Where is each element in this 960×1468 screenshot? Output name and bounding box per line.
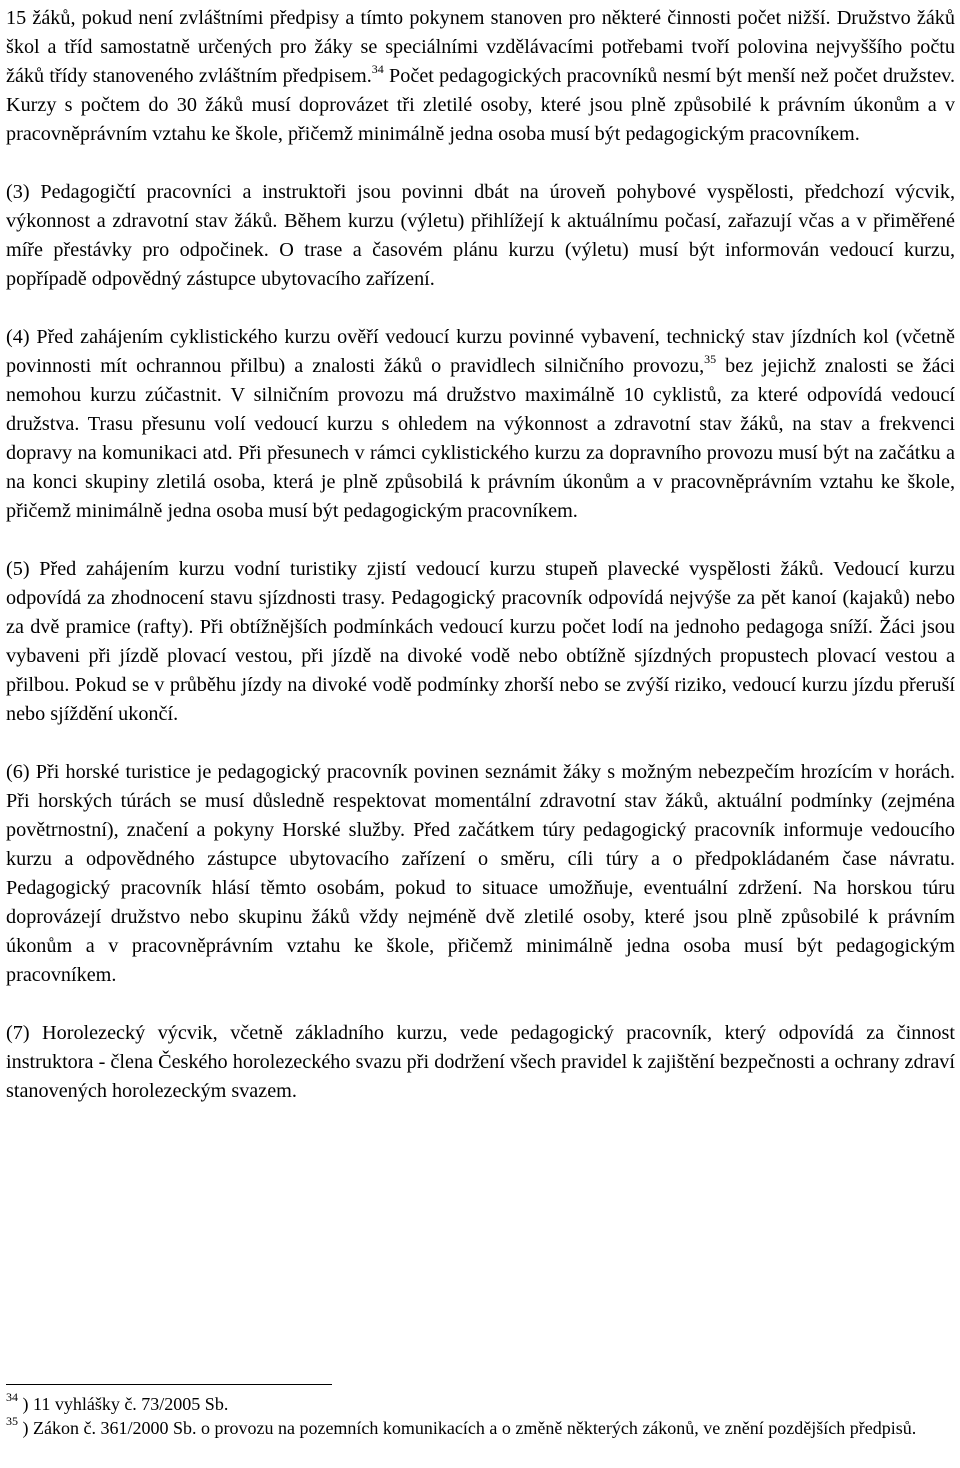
- paragraph-text: (3) Pedagogičtí pracovníci a instruktoři jsou povinni dbát na úroveň pohybové vyspělosti, předchozí výcvik, výkonnost a zdravotní stav žáků. Během kurzu (výletu) přihlížejí k aktuálnímu počasí, zařazují včas a v přiměřené míře přestávky pro odpočinek. O trase a časovém plánu kurzu (výletu) musí být informován vedoucí kurzu, popřípadě odpovědný zástupce ubytovacího zařízení.: [6, 181, 955, 290]
- footnotes: [6, 1392, 955, 1440]
- footnote-text: ) 11 vyhlášky č. 73/2005 Sb.: [18, 1394, 229, 1414]
- footnote-34: [6, 1392, 955, 1416]
- paragraph-text: bez jejichž znalosti se žáci nemohou kurzu zúčastnit. V silničním provozu má družstvo maximálně 10 cyklistů, za které odpovídá vedoucí družstva. Trasu přesunu volí vedoucí kurzu s ohledem na výkonnost a zdravotní stav žáků, na stav a frekvenci dopravy na komunikaci atd. Při přesunech v rámci cyklistického kurzu za dopravního provozu musí být na začátku a na konci skupiny zletilá osoba, která je plně způsobilá k právním úkonům a v pracovněprávním vztahu ke škole, přičemž minimálně jedna osoba musí být pedagogickým pracovníkem.: [6, 355, 955, 522]
- footnote-number: 34: [6, 1390, 18, 1404]
- paragraph-4: [6, 323, 955, 526]
- footnote-separator: [6, 1384, 332, 1385]
- footnote-reference[interactable]: 35: [704, 352, 717, 367]
- paragraph-text: (6) Při horské turistice je pedagogický pracovník povinen seznámit žáky s možným nebezpečím hrozícím v horách. Při horských túrách se musí důsledně respektovat momentální zdravotní stav žáků, aktuální podmínky (zejména povětrnostní), značení a pokyny Horské služby. Před začátkem túry pedagogický pracovník informuje vedoucího kurzu a odpovědného zástupce ubytovacího zařízení o směru, cíli túry a o předpokládaném čase návratu. Pedagogický pracovník hlásí těmto osobám, pokud to situace umožňuje, eventuální zdržení. Na horskou túru doprovázejí družstvo nebo skupinu žáků vždy nejméně dvě zletilé osoby, které jsou plně způsobilé k právním úkonům a v pracovněprávním vztahu ke škole, přičemž minimálně jedna osoba musí být pedagogickým pracovníkem.: [6, 761, 955, 986]
- paragraph-5: [6, 555, 955, 729]
- paragraph-text: (4) Před zahájením cyklistického kurzu ověří vedoucí kurzu povinné vybavení, technický stav jízdních kol (včetně povinnosti mít ochrannou přilbu) a znalosti žáků o pravidlech silničního provozu,: [6, 326, 955, 377]
- footnote-35: [6, 1416, 955, 1440]
- footnote-reference[interactable]: 34: [371, 62, 384, 77]
- paragraph-text: 15 žáků, pokud není zvláštními předpisy a tímto pokynem stanoven pro některé činnosti počet nižší. Družstvo žáků škol a tříd samostatně určených pro žáky se speciálními vzdělávacími potřebami tvoří polovina nejvyššího počtu žáků třídy stanoveného zvláštním předpisem.: [6, 7, 955, 87]
- body-text: [6, 4, 955, 1106]
- paragraph-6: [6, 758, 955, 990]
- paragraph-7: [6, 1019, 955, 1106]
- paragraph-text: (5) Před zahájením kurzu vodní turistiky zjistí vedoucí kurzu stupeň plavecké vyspělosti žáků. Vedoucí kurzu odpovídá za zhodnocení stavu sjízdnosti trasy. Pedagogický pracovník odpovídá nejvýše za pět kanoí (kajaků) nebo za dvě pramice (rafty). Při obtížnějších podmínkách vedoucí kurzu počet lodí na jednoho pedagoga sníží. Žáci jsou vybaveni při jízdě plovací vestou, při jízdě na divoké vodě nebo obtížně sjízdných propustech plovací vestou a přilbou. Pokud se v průběhu jízdy na divoké vodě podmínky zhorší nebo se zvýší riziko, vedoucí kurzu jízdu přeruší nebo sjíždění ukončí.: [6, 558, 955, 725]
- paragraph-3: [6, 178, 955, 294]
- footnote-text: ) Zákon č. 361/2000 Sb. o provozu na pozemních komunikacích a o změně některých zákonů, ve znění pozdějších předpisů.: [18, 1418, 917, 1438]
- paragraph-continuation: [6, 4, 955, 149]
- paragraph-text: (7) Horolezecký výcvik, včetně základního kurzu, vede pedagogický pracovník, který odpovídá za činnost instruktora - člena Českého horolezeckého svazu při dodržení všech pravidel k zajištění bezpečnosti a ochrany zdraví stanovených horolezeckým svazem.: [6, 1022, 955, 1102]
- footnote-number: 35: [6, 1414, 18, 1428]
- paragraph-text: Počet pedagogických pracovníků nesmí být menší než počet družstev. Kurzy s počtem do 30 žáků musí doprovázet tři zletilé osoby, které jsou plně způsobilé k právním úkonům a v pracovněprávním vztahu ke škole, přičemž minimálně jedna osoba musí být pedagogickým pracovníkem.: [6, 65, 955, 145]
